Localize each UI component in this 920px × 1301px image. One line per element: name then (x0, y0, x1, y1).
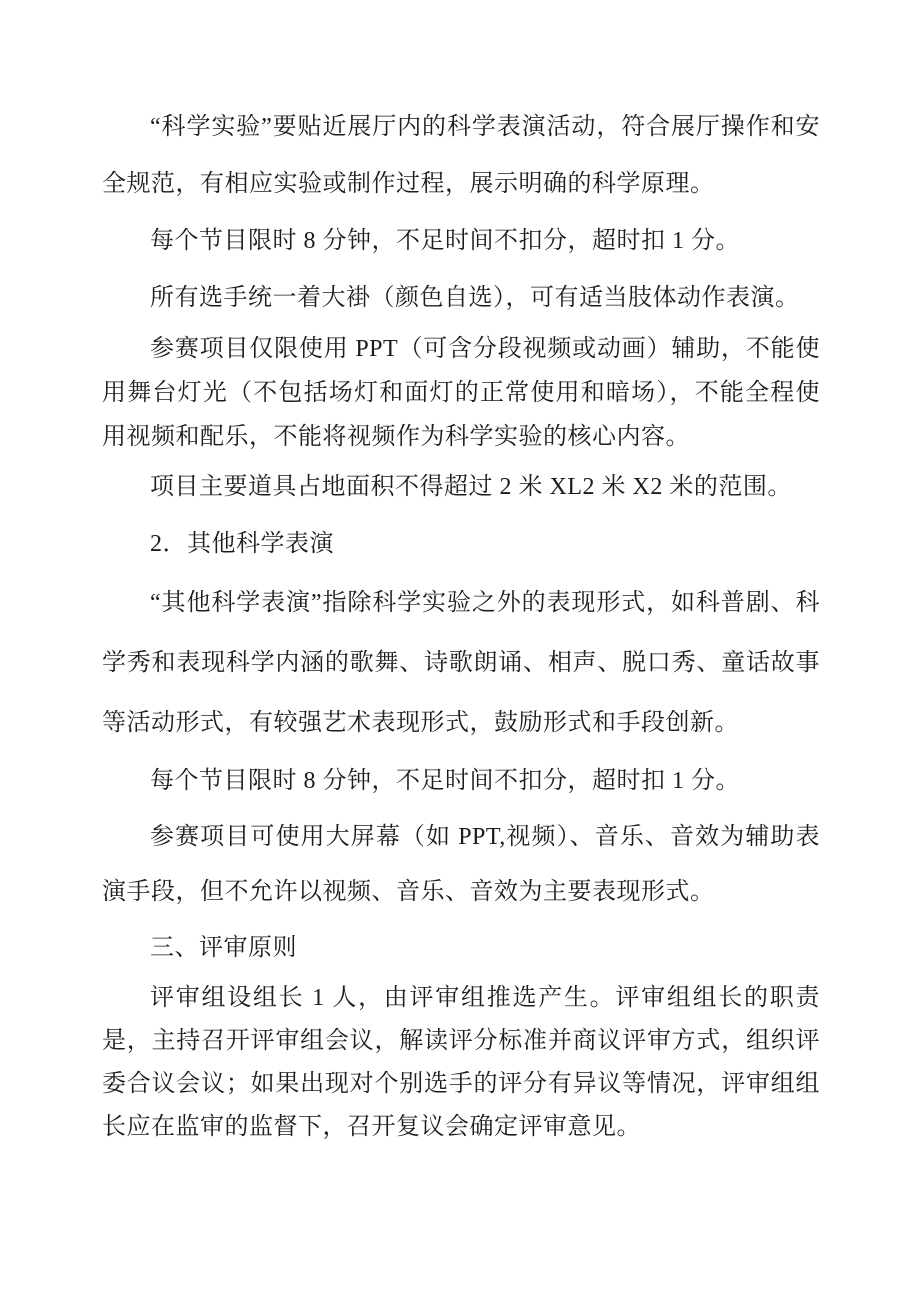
paragraph-science-experiment-rule: “科学实验”要贴近展厅内的科学表演活动，符合展厅操作和安全规范，有相应实验或制作过程，展示明确的科学原理。 (102, 114, 820, 197)
paragraph-ppt-usage-rule: 参赛项目仅限使用 PPT（可含分段视频或动画）辅助，不能使用舞台灯光（不包括场灯和面灯的正常使用和暗场），不能全程使用视频和配乐，不能将视频作为科学实验的核心内容。 (102, 336, 820, 450)
paragraph-screen-usage-rule: 参赛项目可使用大屏幕（如 PPT,视频）、音乐、音效为辅助表演手段，但不允许以视频、音乐、音效为主要表现形式。 (102, 824, 820, 905)
paragraph-review-group-rule: 评审组设组长 1 人，由评审组推选产生。评审组组长的职责是，主持召开评审组会议，解读评分标准并商议评审方式，组织评委合议会议；如果出现对个别选手的评分有异议等情况，评审组组长应在监审的监督下，召开复议会确定评审意见。 (102, 985, 820, 1140)
section-heading-review-principles: 三、评审原则 (150, 935, 297, 961)
paragraph-costume-rule: 所有选手统一着大褂（颜色自选），可有适当肢体动作表演。 (150, 285, 800, 311)
paragraph-other-performance-definition: “其他科学表演”指除科学实验之外的表现形式，如科普剧、科学秀和表现科学内涵的歌舞、诗歌朗诵、相声、脱口秀、童话故事等活动形式，有较强艺术表现形式，鼓励形式和手段创新。 (102, 590, 820, 736)
paragraph-time-limit-1: 每个节目限时 8 分钟，不足时间不扣分，超时扣 1 分。 (150, 228, 740, 254)
paragraph-prop-area-rule: 项目主要道具占地面积不得超过 2 米 XL2 米 X2 米的范围。 (150, 474, 792, 500)
paragraph-time-limit-2: 每个节目限时 8 分钟，不足时间不扣分，超时扣 1 分。 (150, 768, 740, 794)
section-heading-other-performance: 2．其他科学表演 (150, 531, 334, 557)
